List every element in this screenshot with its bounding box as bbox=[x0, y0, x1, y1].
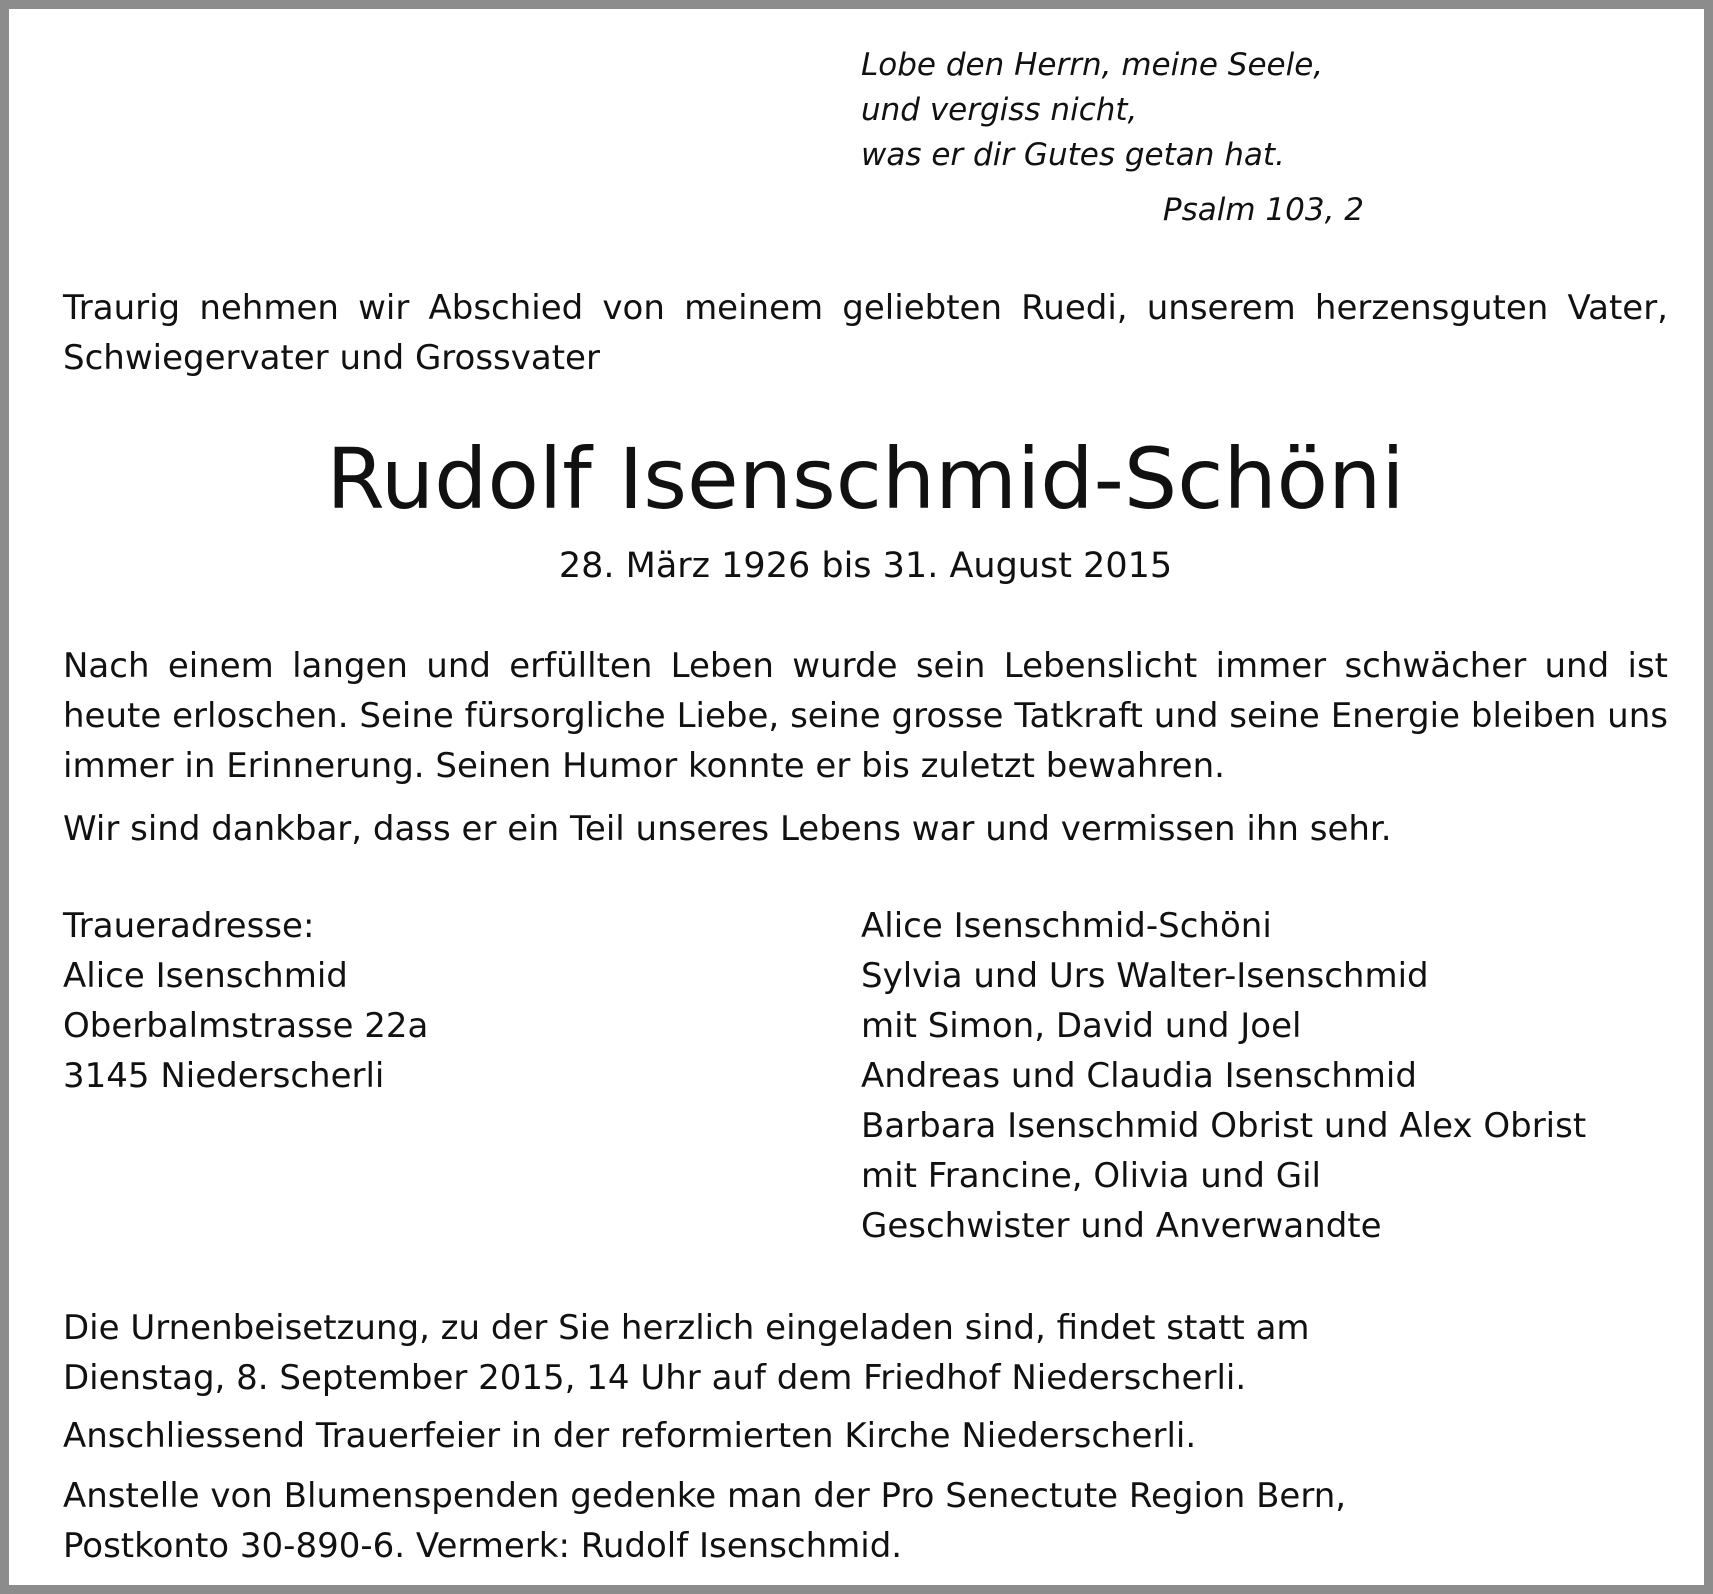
address-street: Oberbalmstrasse 22a bbox=[63, 1006, 429, 1046]
verse-line: Lobe den Herrn, meine Seele, bbox=[861, 47, 1324, 83]
mourners-list bbox=[861, 901, 1586, 1251]
burial-line: Die Urnenbeisetzung, zu der Sie herzlich eingeladen sind, findet statt am bbox=[63, 1308, 1310, 1348]
mourner-entry: Sylvia und Urs Walter-Isenschmid bbox=[861, 956, 1429, 996]
burial-info bbox=[63, 1303, 1310, 1403]
intro-text: Traurig nehmen wir Abschied von meinem geliebten Ruedi, unserem herzensguten Vater, Schwiegervater und Grossvater bbox=[63, 288, 1668, 378]
verse-reference: Psalm 103, 2 bbox=[1162, 192, 1364, 228]
address-city: 3145 Niederscherli bbox=[63, 1056, 385, 1096]
mourner-entry: mit Francine, Olivia und Gil bbox=[861, 1156, 1321, 1196]
mourner-entry: mit Simon, David und Joel bbox=[861, 1006, 1302, 1046]
address-name: Alice Isenschmid bbox=[63, 956, 348, 996]
donation-line: Postkonto 30-890-6. Vermerk: Rudolf Isenschmid. bbox=[63, 1526, 903, 1566]
mourner-entry: Andreas und Claudia Isenschmid bbox=[861, 1056, 1417, 1096]
burial-line: Dienstag, 8. September 2015, 14 Uhr auf dem Friedhof Niederscherli. bbox=[63, 1358, 1247, 1398]
mourning-address bbox=[63, 901, 428, 1101]
verse-line: was er dir Gutes getan hat. bbox=[861, 137, 1285, 173]
address-label: Traueradresse: bbox=[63, 906, 315, 946]
donation-line: Anstelle von Blumenspenden gedenke man der Pro Senectute Region Bern, bbox=[63, 1476, 1347, 1516]
ceremony-info: Anschliessend Trauerfeier in der reformierten Kirche Niederscherli. bbox=[63, 1416, 1197, 1456]
mourner-entry: Barbara Isenschmid Obrist und Alex Obrist bbox=[861, 1106, 1587, 1146]
mourner-entry: Alice Isenschmid-Schöni bbox=[861, 906, 1272, 946]
deceased-name: Rudolf Isenschmid-Schöni bbox=[326, 430, 1405, 528]
bible-verse bbox=[861, 43, 1323, 178]
verse-line: und vergiss nicht, bbox=[861, 92, 1138, 128]
tribute-paragraph: Wir sind dankbar, dass er ein Teil unseres Lebens war und vermissen ihn sehr. bbox=[63, 809, 1392, 849]
life-dates: 28. März 1926 bis 31. August 2015 bbox=[558, 546, 1173, 586]
donation-info bbox=[63, 1471, 1346, 1571]
mourner-entry: Geschwister und Anverwandte bbox=[861, 1206, 1382, 1246]
tribute-paragraph: Nach einem langen und erfüllten Leben wurde sein Lebenslicht immer schwächer und ist heute erloschen. Seine fürsorgliche Liebe, seine grosse Tatkraft und seine Energie bleiben uns immer in Erinnerung. Seinen Humor konnte er bis zuletzt bewahren. bbox=[63, 646, 1668, 786]
